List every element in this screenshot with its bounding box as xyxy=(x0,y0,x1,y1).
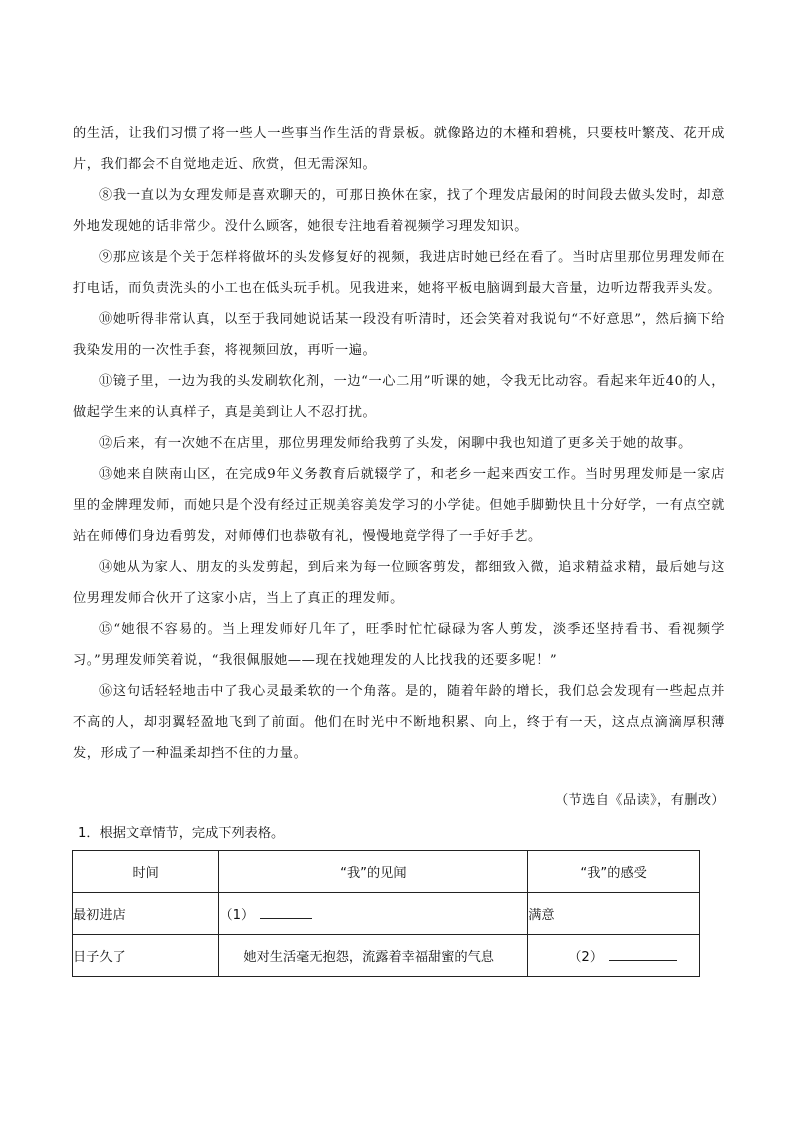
blank-label-2: （2） xyxy=(568,950,604,965)
answer-blank-1[interactable] xyxy=(260,906,312,919)
paragraph-11: ⑪镜子里，一边为我的头发刷软化剂，一边“一心二用”听课的她，令我无比动容。看起来年近40的人，做起学生来的认真样子，真是美到让人不忍打扰。 xyxy=(73,374,725,420)
paragraph-14: ⑭她从为家人、朋友的头发剪起，到后来为每一位顾客剪发，都细致入微，追求精益求精，最后她与这位男理发师合伙开了这家小店，当上了真正的理发师。 xyxy=(73,560,725,606)
article-body xyxy=(73,118,725,769)
paragraph-16: ⑯这句话轻轻地击中了我心灵最柔软的一个角落。是的，随着年龄的增长，我们总会发现有一些起点并不高的人，却羽翼轻盈地飞到了前面。他们在时光中不断地积累、向上，终于有一天，这点点滴滴厚积薄发，形成了一种温柔却挡不住的力量。 xyxy=(73,684,725,761)
source-citation: （节选自《品读》，有删改） xyxy=(554,793,725,808)
paragraph-continued: 的生活，让我们习惯了将一些人一些事当作生活的背景板。就像路边的木槿和碧桃，只要枝叶繁茂、花开成片，我们都会不自觉地走近、欣赏，但无需深知。 xyxy=(73,126,725,172)
paragraph-12: ⑫后来，有一次她不在店里，那位男理发师给我剪了头发，闲聊中我也知道了更多关于她的故事。 xyxy=(99,436,692,451)
row2-time: 日子久了 xyxy=(73,935,219,977)
row1-time: 最初进店 xyxy=(73,893,219,935)
paragraph-13: ⑬她来自陕南山区，在完成9年义务教育后就辍学了，和老乡一起来西安工作。当时男理发师是一家店里的金牌理发师，而她只是个没有经过正规美容美发学习的小学徒。但她手脚勤快且十分好学，一有点空就站在师傅们身边看剪发，对师傅们也恭敬有礼，慢慢地竟学得了一手好手艺。 xyxy=(73,467,725,544)
question-prompt: 1．根据文章情节，完成下列表格。 xyxy=(78,826,285,841)
table-row xyxy=(73,893,700,935)
paragraph-10: ⑩她听得非常认真，以至于我同她说话某一段没有听清时，还会笑着对我说句“不好意思”，然后摘下给我染发用的一次性手套，将视频回放，再听一遍。 xyxy=(73,312,725,358)
paragraph-9: ⑨那应该是个关于怎样将做坏的头发修复好的视频，我进店时她已经在看了。当时店里那位男理发师在打电话，而负责洗头的小工也在低头玩手机。见我进来，她将平板电脑调到最大音量，边听边帮我弄头发。 xyxy=(73,250,725,296)
row1-feel: 满意 xyxy=(528,893,700,935)
header-seen: “我”的见闻 xyxy=(219,851,528,893)
table-header-row xyxy=(73,851,700,893)
table-row xyxy=(73,935,700,977)
row2-seen: 她对生活毫无抱怨，流露着幸福甜蜜的气息 xyxy=(219,935,528,977)
blank-label-1: （1） xyxy=(219,908,255,923)
row1-seen-blank[interactable] xyxy=(219,893,528,935)
header-time: 时间 xyxy=(73,851,219,893)
answer-blank-2[interactable] xyxy=(609,948,677,961)
row2-feel-blank[interactable] xyxy=(528,935,700,977)
answer-table xyxy=(72,850,700,977)
paragraph-8: ⑧我一直以为女理发师是喜欢聊天的，可那日换休在家，找了个理发店最闲的时间段去做头发时，却意外地发现她的话非常少。没什么顾客，她很专注地看着视频学习理发知识。 xyxy=(73,188,725,234)
paragraph-15: ⑮“她很不容易的。当上理发师好几年了，旺季时忙忙碌碌为客人剪发，淡季还坚持看书、看视频学习。”男理发师笑着说，“我很佩服她——现在找她理发的人比找我的还要多呢！” xyxy=(73,622,725,668)
header-feel: “我”的感受 xyxy=(528,851,700,893)
